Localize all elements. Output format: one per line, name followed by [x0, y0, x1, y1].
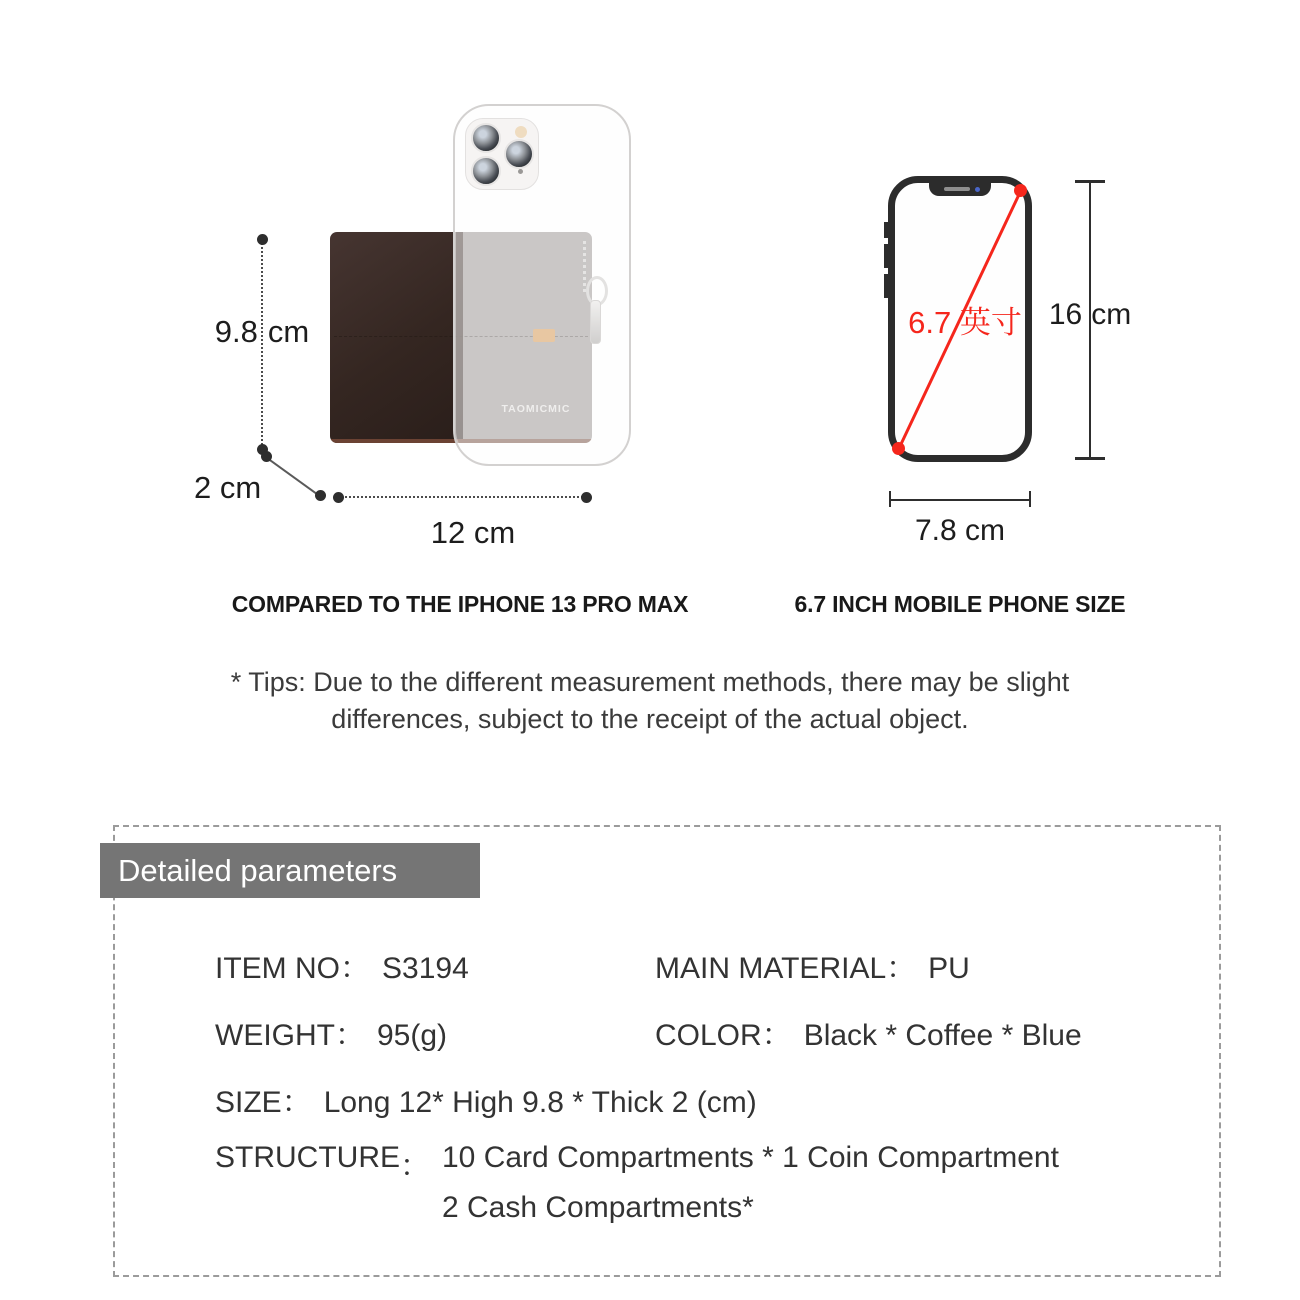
- diagonal-size-label: 6.7 英寸: [908, 305, 1022, 340]
- dimension-end-cap: [1075, 457, 1105, 460]
- camera-flash-icon: [515, 126, 527, 138]
- wallet-left-panel: [330, 232, 463, 443]
- wallet-height-label: [182, 314, 342, 350]
- param-label: SIZE: [215, 1086, 282, 1119]
- param-size: [215, 1077, 757, 1121]
- dimension-endpoint-dot: [333, 492, 344, 503]
- camera-lens-icon: [504, 139, 534, 169]
- phone-width-label: 7.8 cm: [914, 514, 1006, 547]
- param-colon: ：: [335, 1019, 365, 1052]
- camera-module: [465, 118, 539, 190]
- wallet-height-unit: cm: [267, 314, 310, 349]
- dimension-endpoint-dot: [261, 451, 272, 462]
- param-colon: ：: [340, 952, 370, 985]
- param-value: Black * Coffee * Blue: [803, 1019, 1082, 1052]
- phone-height-value: 16: [1048, 298, 1083, 331]
- parameters-header: Detailed parameters: [100, 843, 480, 898]
- wallet-width-dimension-line: [338, 496, 586, 498]
- comparison-caption: COMPARED TO THE IPHONE 13 PRO MAX: [231, 591, 689, 617]
- iphone-back-silhouette: [453, 104, 631, 466]
- tips-line-1: * Tips: Due to the different measurement methods, there may be slight: [230, 667, 1070, 697]
- wallet-height-value: 9.8: [214, 314, 258, 349]
- wallet-thickness-dimension-line: [265, 456, 321, 497]
- param-main-material: [655, 943, 970, 987]
- dimension-endpoint-dot: [257, 234, 268, 245]
- front-camera-dot-icon: [975, 187, 980, 192]
- param-value: Long 12* High 9.8 * Thick 2 (cm): [323, 1086, 757, 1119]
- param-value-line2: 2 Cash Compartments*: [442, 1191, 754, 1224]
- param-structure-values: [442, 1141, 1059, 1225]
- param-value: 10 Card Compartments * 1 Coin Compartment: [442, 1141, 1059, 1174]
- dimension-end-cap: [1075, 180, 1105, 183]
- dimension-end-tick: [889, 491, 891, 507]
- speaker-slit-icon: [944, 187, 970, 191]
- phone-width-dimension-line: [890, 499, 1030, 501]
- param-structure: [215, 1141, 1059, 1225]
- diagonal-endpoint-dot: [892, 442, 905, 455]
- param-weight: [215, 1010, 447, 1054]
- dimension-endpoint-dot: [581, 492, 592, 503]
- param-value: S3194: [382, 952, 469, 985]
- tips-line-2: differences, subject to the receipt of the actual object.: [331, 704, 969, 734]
- dimension-end-tick: [1029, 491, 1031, 507]
- param-label: MAIN MATERIAL: [655, 952, 887, 985]
- phone-notch: [929, 183, 991, 196]
- param-label: WEIGHT: [215, 1019, 335, 1052]
- wallet-width-label: 12 cm: [430, 515, 516, 550]
- param-label: ITEM NO: [215, 952, 340, 985]
- param-colon: ：: [761, 1019, 792, 1052]
- wallet-thickness-label: 2 cm: [194, 470, 262, 505]
- param-colon: ：: [886, 952, 917, 985]
- param-label: STRUCTURE: [215, 1141, 400, 1174]
- param-value: PU: [928, 952, 970, 985]
- param-colon: ：: [400, 1150, 430, 1183]
- param-colon: ：: [281, 1086, 312, 1119]
- param-item-no: [215, 943, 469, 987]
- camera-lens-icon: [471, 156, 501, 186]
- phone-height-unit: cm: [1091, 298, 1132, 331]
- camera-lens-icon: [471, 123, 501, 153]
- dimension-endpoint-dot: [315, 490, 326, 501]
- param-value: 95(g): [377, 1019, 448, 1052]
- diagonal-endpoint-dot: [1014, 184, 1027, 197]
- camera-mic-dot-icon: [518, 169, 523, 174]
- phone-size-caption: 6.7 INCH MOBILE PHONE SIZE: [794, 591, 1126, 617]
- param-label: COLOR: [655, 1019, 762, 1052]
- param-color: [655, 1010, 1082, 1054]
- tips-text: [150, 664, 1150, 738]
